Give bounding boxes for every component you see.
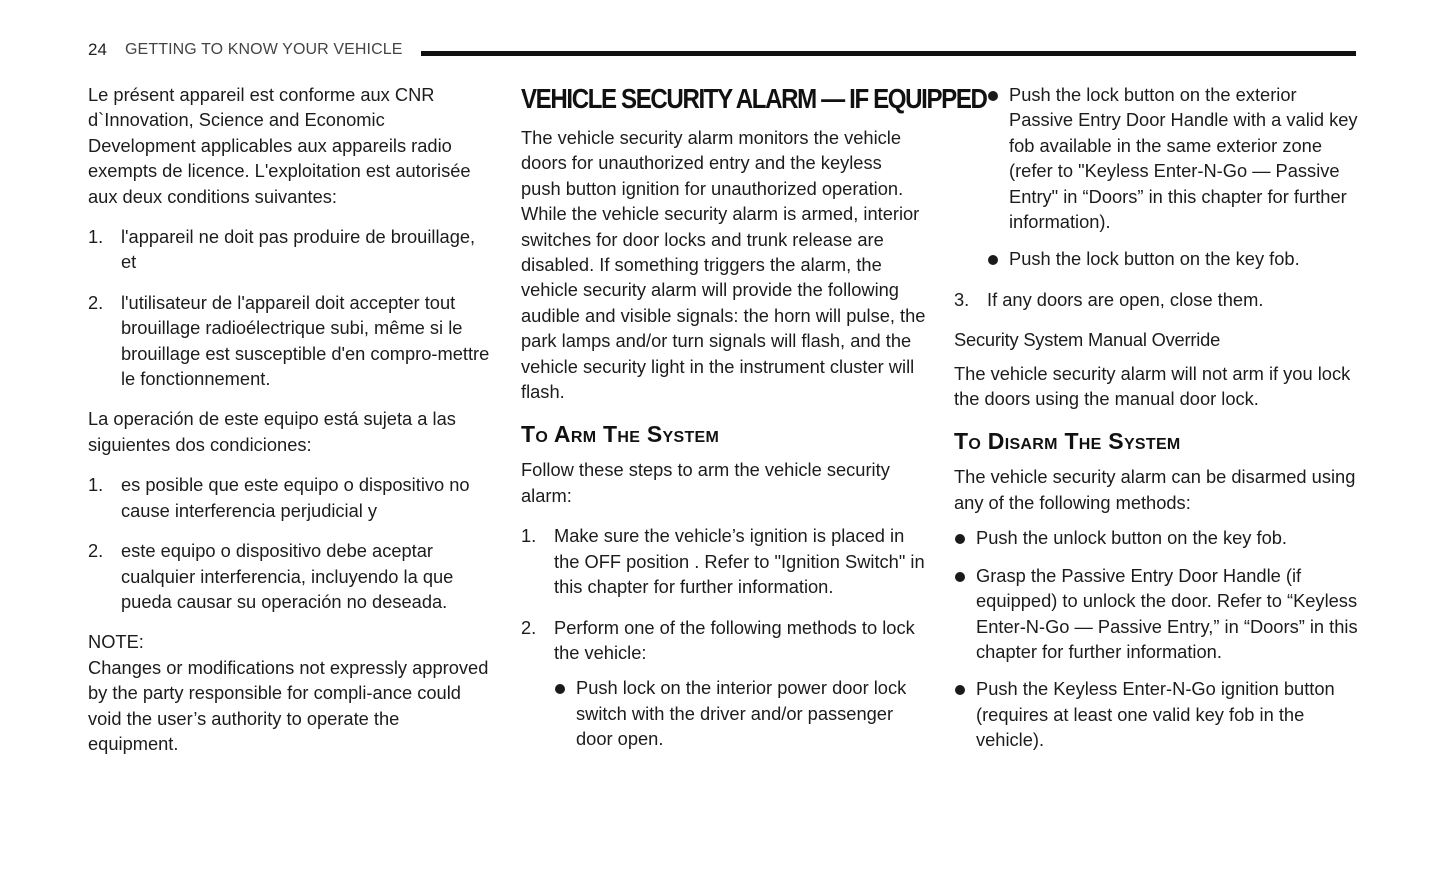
- bullet-item: [554, 675, 926, 751]
- column-right: [954, 82, 1362, 765]
- step-item: [954, 287, 1362, 312]
- step-text: Make sure the vehicle’s ignition is placed in the OFF position . Refer to "Ignition Switch" in this chapter for further information.: [554, 525, 925, 598]
- bullet-item: [954, 676, 1362, 752]
- bullet-text: Grasp the Passive Entry Door Handle (if equipped) to unlock the door. Refer to “Keyless Enter-N-Go — Passive Entry,” in “Doors” in this chapter for further information.: [976, 564, 1358, 662]
- list-item: [88, 224, 493, 275]
- step-item: [521, 615, 926, 666]
- bullet-text: Push the unlock button on the key fob.: [976, 527, 1287, 549]
- list-text: l'utilisateur de l'appareil doit accepter tout brouillage radioélectrique subi, même si le brouillage est susceptible d'en compro-mettre le fonctionnement.: [121, 291, 490, 390]
- bullet-text: Push the lock button on the key fob.: [1009, 248, 1300, 270]
- step-item: [521, 523, 926, 599]
- override-text: The vehicle security alarm will not arm if you lock the doors using the manual door lock.: [954, 362, 1351, 410]
- column-left: [88, 82, 493, 756]
- alarm-intro: The vehicle security alarm monitors the vehicle doors for unauthorized entry and the keyless push button ignition for unauthorized operation. While the vehicle security alarm is armed, interior switches for door locks and trunk release are disabled. If something triggers the alarm, the vehicle security alarm will provide the following audible and visible signals: the horn will pulse, the park lamps and/or turn signals will flash, and the vehicle security light in the instrument cluster will flash.: [521, 127, 926, 403]
- arm-heading: To Arm The System: [521, 421, 720, 448]
- override-heading: Security System Manual Override: [954, 329, 1221, 351]
- disarm-intro: The vehicle security alarm can be disarmed using any of the following methods:: [954, 466, 1356, 513]
- bullet-icon: [955, 685, 965, 695]
- bullet-icon: [555, 684, 565, 694]
- column-middle: [521, 82, 987, 764]
- list-text: es posible que este equipo o dispositivo no cause interferencia perjudicial y: [121, 474, 470, 521]
- bullet-icon: [955, 572, 965, 582]
- bullet-icon: [955, 534, 965, 544]
- disarm-heading: To Disarm The System: [954, 428, 1181, 455]
- spanish-intro: La operación de este equipo está sujeta a las siguientes dos condiciones:: [88, 408, 456, 455]
- list-number: 2.: [88, 540, 104, 562]
- list-text: este equipo o dispositivo debe aceptar cualquier interferencia, incluyendo la que pueda causar su operación no deseada.: [121, 540, 454, 612]
- header-rule: [421, 51, 1356, 56]
- step-number: 1.: [521, 525, 537, 547]
- list-item: [88, 538, 493, 614]
- french-intro: Le présent appareil est conforme aux CNR d`Innovation, Science and Economic Development applicables aux appareils radio exempts de licence. L'exploitation est autorisée aux deux conditions suivantes:: [88, 84, 471, 207]
- step-text: If any doors are open, close them.: [987, 288, 1264, 310]
- bullet-icon: [988, 255, 998, 265]
- bullet-item: [954, 525, 1362, 550]
- arm-intro: Follow these steps to arm the vehicle security alarm:: [521, 459, 890, 506]
- step-text: Perform one of the following methods to lock the vehicle:: [554, 616, 915, 663]
- list-item: [88, 290, 493, 392]
- note-text: Changes or modifications not expressly approved by the party responsible for compli-ance could void the user’s authority to operate the equipment.: [88, 656, 489, 754]
- section-title: GETTING TO KNOW YOUR VEHICLE: [125, 41, 403, 58]
- list-text: l'appareil ne doit pas produire de brouillage, et: [121, 226, 476, 273]
- bullet-text: Push lock on the interior power door lock switch with the driver and/or passenger door open.: [576, 677, 907, 750]
- list-number: 1.: [88, 474, 104, 496]
- list-number: 1.: [88, 226, 104, 248]
- page-number: 24: [88, 40, 107, 59]
- bullet-text: Push the Keyless Enter-N-Go ignition button (requires at least one valid key fob in the vehicle).: [976, 678, 1335, 751]
- note-label: NOTE:: [88, 631, 144, 653]
- step-number: 3.: [954, 288, 970, 310]
- bullet-item: [954, 563, 1362, 665]
- bullet-icon: [988, 91, 998, 101]
- bullet-item: [987, 82, 1362, 234]
- bullet-item: [987, 246, 1362, 271]
- step-number: 2.: [521, 616, 537, 638]
- section-heading: VEHICLE SECURITY ALARM — IF EQUIPPED: [521, 83, 987, 114]
- list-item: [88, 472, 493, 523]
- bullet-text: Push the lock button on the exterior Passive Entry Door Handle with a valid key fob available in the same exterior zone (refer to "Keyless Enter-N-Go — Passive Entry" in “Doors” in this chapter for further information).: [1009, 84, 1358, 233]
- page-header: [88, 38, 1356, 62]
- list-number: 2.: [88, 291, 104, 313]
